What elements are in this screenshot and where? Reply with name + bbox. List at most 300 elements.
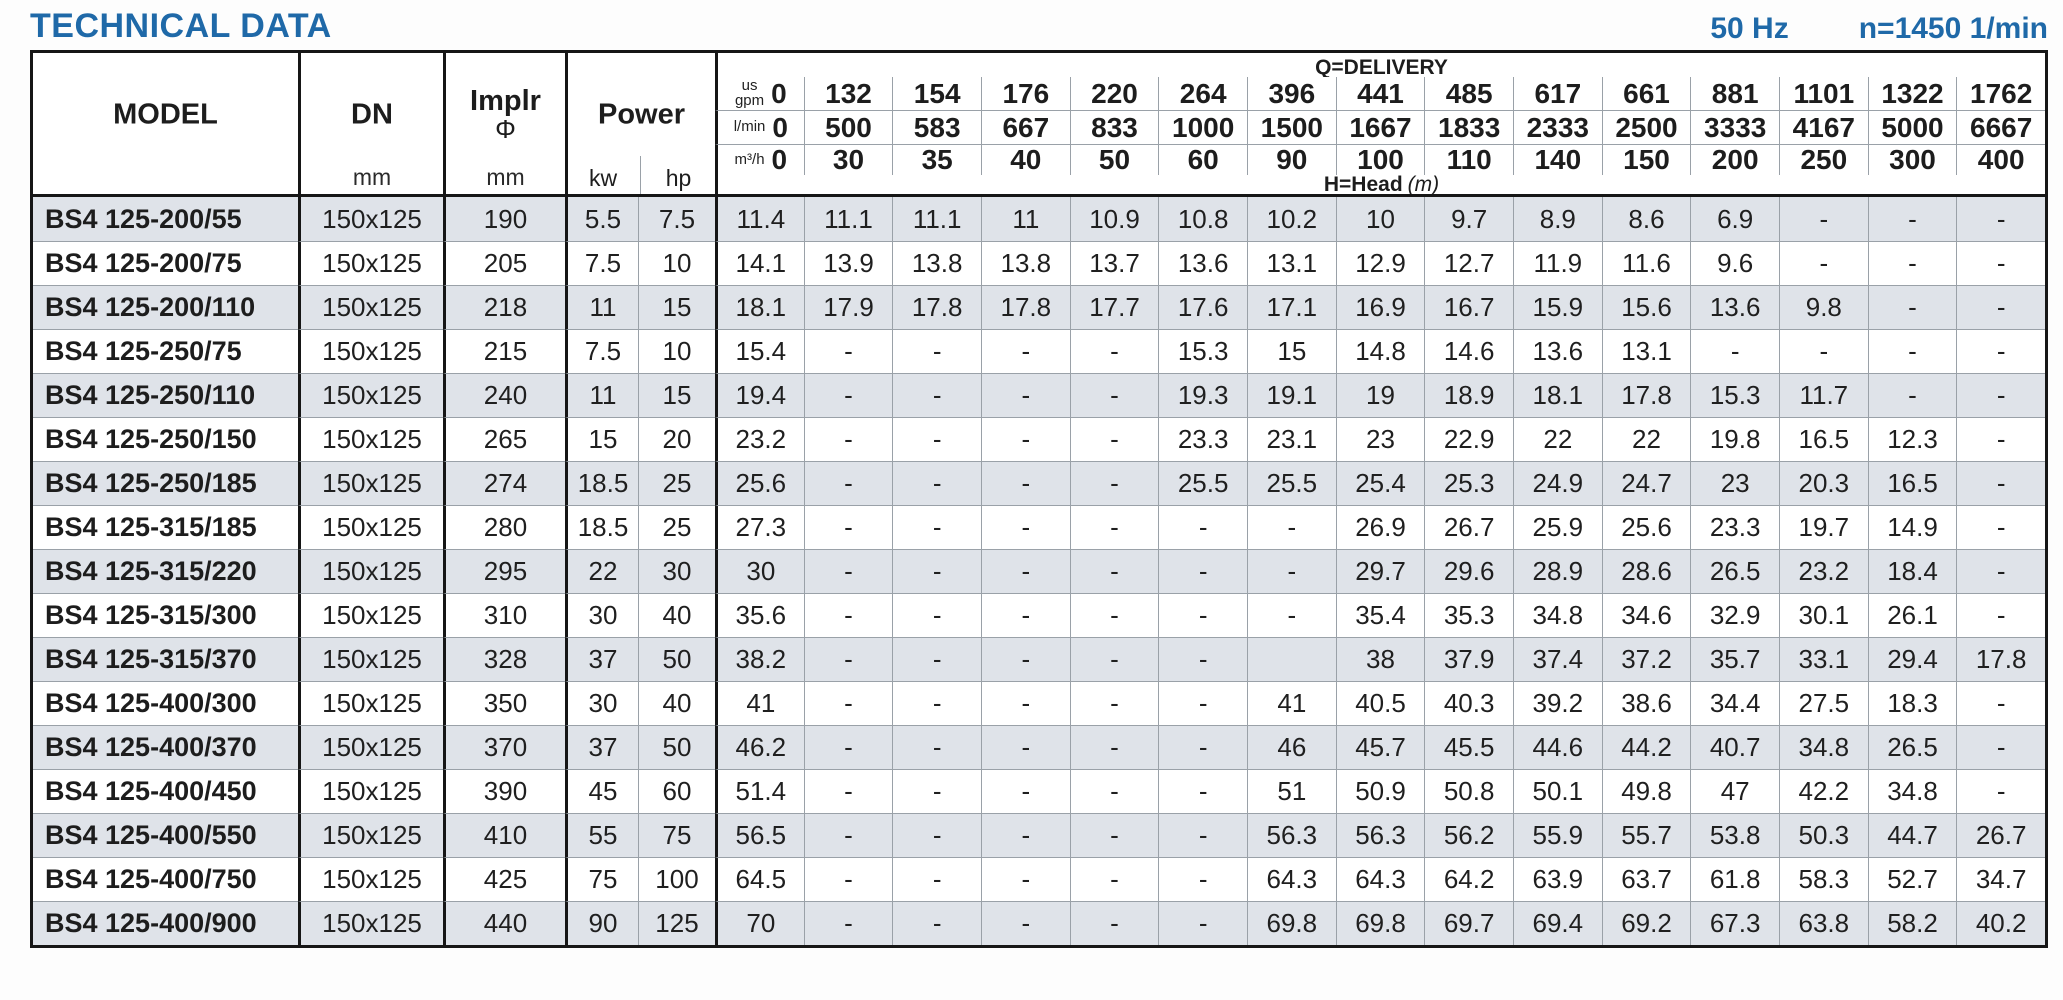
row-head-value: 64.3 — [1336, 857, 1425, 901]
row-head-value: - — [1158, 505, 1247, 549]
row-model: BS4 125-200/55 — [33, 197, 298, 241]
q-lmin-tick-cell — [1779, 111, 1868, 145]
row-head-value: 67.3 — [1690, 901, 1779, 945]
row-dn: 150x125 — [298, 241, 443, 285]
q-m3h-tick-cell — [1336, 145, 1425, 175]
dn-header-label: DN — [351, 98, 393, 131]
row-head-value: 14.1 — [715, 241, 804, 285]
row-head-value: - — [1070, 769, 1159, 813]
row-head-value: - — [804, 505, 893, 549]
row-model: BS4 125-315/220 — [33, 549, 298, 593]
q-m3h-tick-cell — [1070, 145, 1159, 175]
row-head-value: 35.7 — [1690, 637, 1779, 681]
column-header-model — [33, 53, 298, 197]
q-m3h-value: 140 — [1534, 145, 1582, 175]
row-head-value: 44.7 — [1868, 813, 1957, 857]
row-head-value: - — [1690, 329, 1779, 373]
row-head-value: 34.8 — [1513, 593, 1602, 637]
q-usgpm-value: 441 — [1357, 77, 1404, 109]
row-head-value: 45.7 — [1336, 725, 1425, 769]
row-impeller-diameter: 280 — [443, 505, 565, 549]
row-head-value: 63.9 — [1513, 857, 1602, 901]
row-head-value: 11.1 — [804, 197, 893, 241]
row-head-value: 25.6 — [1602, 505, 1691, 549]
row-power-kw: 11 — [565, 373, 638, 417]
q-m3h-value: 35 — [921, 145, 953, 175]
row-head-value: 26.5 — [1868, 725, 1957, 769]
row-model: BS4 125-200/110 — [33, 285, 298, 329]
q-usgpm-tick-cell — [981, 77, 1070, 111]
row-head-value: 49.8 — [1602, 769, 1691, 813]
q-lmin-tick-cell — [715, 111, 804, 145]
row-head-value: 58.3 — [1779, 857, 1868, 901]
q-usgpm-tick-cell — [1513, 77, 1602, 111]
row-head-value: - — [1070, 593, 1159, 637]
row-head-value: 58.2 — [1868, 901, 1957, 945]
row-head-value: - — [981, 681, 1070, 725]
row-head-value: 11.4 — [715, 197, 804, 241]
row-head-value: - — [1070, 373, 1159, 417]
q-lmin-tick-cell — [892, 111, 981, 145]
q-m3h-value: 90 — [1276, 145, 1308, 175]
impeller-unit-label: mm — [486, 164, 525, 190]
row-head-value: 40.2 — [1956, 901, 2045, 945]
row-model: BS4 125-250/75 — [33, 329, 298, 373]
row-model: BS4 125-200/75 — [33, 241, 298, 285]
column-header-impeller — [443, 53, 565, 197]
row-head-value: 44.2 — [1602, 725, 1691, 769]
row-head-value: 10.8 — [1158, 197, 1247, 241]
row-dn: 150x125 — [298, 593, 443, 637]
row-dn: 150x125 — [298, 813, 443, 857]
row-head-value: - — [1956, 241, 2045, 285]
head-row-label — [715, 175, 2045, 197]
row-head-value: 24.9 — [1513, 461, 1602, 505]
row-head-value: - — [892, 505, 981, 549]
titlebar — [30, 8, 2048, 46]
row-head-value: 22 — [1513, 417, 1602, 461]
row-model: BS4 125-400/550 — [33, 813, 298, 857]
row-head-value: - — [981, 637, 1070, 681]
row-head-value: 23.3 — [1690, 505, 1779, 549]
row-head-value: 35.6 — [715, 593, 804, 637]
row-head-value: 23.3 — [1158, 417, 1247, 461]
row-head-value: - — [1956, 725, 2045, 769]
row-head-value: 25.6 — [715, 461, 804, 505]
row-impeller-diameter: 240 — [443, 373, 565, 417]
row-head-value: 27.3 — [715, 505, 804, 549]
row-power-hp: 25 — [638, 505, 715, 549]
row-head-value: 44.6 — [1513, 725, 1602, 769]
row-head-value: - — [1158, 769, 1247, 813]
row-head-value: - — [1247, 505, 1336, 549]
row-head-value: 10.9 — [1070, 197, 1159, 241]
row-head-value: - — [981, 373, 1070, 417]
q-m3h-tick-cell — [1602, 145, 1691, 175]
q-usgpm-tick-cell — [1956, 77, 2045, 111]
row-head-value: 25.3 — [1424, 461, 1513, 505]
q-m3h-value: 60 — [1187, 145, 1219, 175]
row-impeller-diameter: 218 — [443, 285, 565, 329]
row-head-value: 17.8 — [1602, 373, 1691, 417]
row-dn: 150x125 — [298, 329, 443, 373]
row-head-value: 61.8 — [1690, 857, 1779, 901]
row-impeller-diameter: 295 — [443, 549, 565, 593]
row-head-value: 17.8 — [981, 285, 1070, 329]
row-head-value: 18.3 — [1868, 681, 1957, 725]
row-head-value: 50.9 — [1336, 769, 1425, 813]
q-lmin-tick-cell — [1158, 111, 1247, 145]
row-head-value: 11.9 — [1513, 241, 1602, 285]
q-m3h-tick-cell — [1424, 145, 1513, 175]
row-head-value: 64.2 — [1424, 857, 1513, 901]
row-head-value: 55.9 — [1513, 813, 1602, 857]
row-impeller-diameter: 310 — [443, 593, 565, 637]
row-head-value: - — [1247, 549, 1336, 593]
row-head-value: 38.6 — [1602, 681, 1691, 725]
row-head-value: - — [1070, 505, 1159, 549]
row-head-value: - — [804, 725, 893, 769]
row-head-value: 9.8 — [1779, 285, 1868, 329]
row-impeller-diameter: 350 — [443, 681, 565, 725]
row-head-value: 64.5 — [715, 857, 804, 901]
row-power-kw: 11 — [565, 285, 638, 329]
row-head-value: - — [1956, 505, 2045, 549]
q-m3h-tick-cell — [1690, 145, 1779, 175]
row-head-value: 40.7 — [1690, 725, 1779, 769]
row-head-value: 30.1 — [1779, 593, 1868, 637]
row-head-value: - — [1158, 901, 1247, 945]
row-head-value: - — [1247, 593, 1336, 637]
q-usgpm-value: 1101 — [1793, 77, 1855, 109]
delivery-title: Q=DELIVERY — [715, 53, 2045, 77]
q-lmin-tick-cell — [1956, 111, 2045, 145]
q-m3h-tick-cell — [804, 145, 893, 175]
row-head-value: 50.8 — [1424, 769, 1513, 813]
row-head-value: 17.8 — [1956, 637, 2045, 681]
row-head-value: 19 — [1336, 373, 1425, 417]
q-lmin-value: 1667 — [1349, 111, 1412, 143]
row-power-kw: 18.5 — [565, 505, 638, 549]
row-head-value: 13.8 — [981, 241, 1070, 285]
row-power-kw: 55 — [565, 813, 638, 857]
row-head-value: 17.1 — [1247, 285, 1336, 329]
row-model: BS4 125-400/370 — [33, 725, 298, 769]
row-head-value: - — [804, 857, 893, 901]
row-head-value: 26.9 — [1336, 505, 1425, 549]
row-head-value: - — [981, 505, 1070, 549]
q-usgpm-tick-cell — [1158, 77, 1247, 111]
row-head-value: - — [1868, 285, 1957, 329]
row-head-value: 56.5 — [715, 813, 804, 857]
row-head-value: - — [981, 593, 1070, 637]
row-model: BS4 125-250/185 — [33, 461, 298, 505]
row-head-value: 17.6 — [1158, 285, 1247, 329]
q-lmin-value: 0 — [772, 111, 788, 143]
row-impeller-diameter: 215 — [443, 329, 565, 373]
row-head-value: 23.1 — [1247, 417, 1336, 461]
q-usgpm-tick-cell — [1070, 77, 1159, 111]
row-head-value: - — [1956, 549, 2045, 593]
row-head-value: - — [981, 725, 1070, 769]
row-head-value: 16.5 — [1779, 417, 1868, 461]
row-head-value: 23.2 — [715, 417, 804, 461]
row-head-value: - — [1158, 637, 1247, 681]
row-power-kw: 18.5 — [565, 461, 638, 505]
row-head-value: - — [1956, 329, 2045, 373]
row-dn: 150x125 — [298, 857, 443, 901]
q-m3h-value: 110 — [1446, 145, 1492, 175]
row-head-value: 45.5 — [1424, 725, 1513, 769]
q-m3h-value: 200 — [1711, 145, 1759, 175]
q-lmin-value: 5000 — [1881, 111, 1944, 143]
row-head-value: 33.1 — [1779, 637, 1868, 681]
row-model: BS4 125-400/750 — [33, 857, 298, 901]
row-head-value: - — [1956, 461, 2045, 505]
row-head-value: - — [892, 549, 981, 593]
technical-table — [30, 50, 2048, 948]
row-impeller-diameter: 425 — [443, 857, 565, 901]
row-model: BS4 125-315/185 — [33, 505, 298, 549]
q-usgpm-value: 396 — [1268, 77, 1316, 109]
q-usgpm-tick-cell — [715, 77, 804, 111]
row-head-value: 70 — [715, 901, 804, 945]
row-head-value: 15.3 — [1158, 329, 1247, 373]
row-head-value: 23 — [1336, 417, 1425, 461]
row-head-value: - — [892, 329, 981, 373]
row-head-value: 51 — [1247, 769, 1336, 813]
impeller-phi-symbol: Φ — [495, 114, 516, 145]
row-power-hp: 100 — [638, 857, 715, 901]
row-head-value: - — [804, 329, 893, 373]
row-head-value: - — [1158, 549, 1247, 593]
impeller-header-label — [446, 86, 565, 144]
q-usgpm-value: 220 — [1091, 77, 1138, 109]
row-power-kw: 15 — [565, 417, 638, 461]
row-head-value: - — [981, 813, 1070, 857]
row-head-value: - — [1868, 373, 1957, 417]
q-lmin-value: 667 — [1002, 111, 1050, 143]
row-head-value: 37.2 — [1602, 637, 1691, 681]
row-impeller-diameter: 440 — [443, 901, 565, 945]
row-head-value: - — [804, 373, 893, 417]
row-head-value: 51.4 — [715, 769, 804, 813]
row-head-value: 18.1 — [1513, 373, 1602, 417]
row-head-value: - — [1158, 725, 1247, 769]
row-dn: 150x125 — [298, 285, 443, 329]
row-head-value: 11 — [981, 197, 1070, 241]
q-lmin-tick-cell — [1336, 111, 1425, 145]
row-head-value: 17.8 — [892, 285, 981, 329]
row-impeller-diameter: 265 — [443, 417, 565, 461]
row-head-value: 56.3 — [1336, 813, 1425, 857]
row-head-value: - — [1070, 417, 1159, 461]
row-head-value: - — [1956, 681, 2045, 725]
row-head-value: 35.4 — [1336, 593, 1425, 637]
q-lmin-value: 4167 — [1792, 111, 1855, 143]
row-power-hp: 60 — [638, 769, 715, 813]
row-head-value: - — [1070, 901, 1159, 945]
q-usgpm-tick-cell — [1602, 77, 1691, 111]
row-head-value: 40.5 — [1336, 681, 1425, 725]
row-head-value: 9.7 — [1424, 197, 1513, 241]
row-head-value: 63.8 — [1779, 901, 1868, 945]
q-usgpm-value: 176 — [1002, 77, 1050, 109]
row-dn: 150x125 — [298, 681, 443, 725]
row-head-value: 12.3 — [1868, 417, 1957, 461]
q-usgpm-tick-cell — [1690, 77, 1779, 111]
row-head-value: 69.2 — [1602, 901, 1691, 945]
row-head-value: 40.3 — [1424, 681, 1513, 725]
row-model: BS4 125-315/370 — [33, 637, 298, 681]
row-head-value: 19.7 — [1779, 505, 1868, 549]
row-head-value: - — [892, 769, 981, 813]
frequency-label: 50 Hz — [1710, 12, 1789, 45]
q-usgpm-value: 264 — [1179, 77, 1227, 109]
row-power-hp: 50 — [638, 725, 715, 769]
row-head-value: - — [1779, 241, 1868, 285]
row-head-value: 34.6 — [1602, 593, 1691, 637]
row-head-value: 13.6 — [1513, 329, 1602, 373]
row-head-value: 26.1 — [1868, 593, 1957, 637]
row-head-value — [1247, 637, 1336, 681]
row-head-value: - — [1070, 461, 1159, 505]
row-head-value: - — [892, 901, 981, 945]
row-power-hp: 7.5 — [638, 197, 715, 241]
row-head-value: 35.3 — [1424, 593, 1513, 637]
row-head-value: - — [1868, 241, 1957, 285]
row-head-value: - — [892, 373, 981, 417]
row-power-kw: 37 — [565, 725, 638, 769]
row-head-value: 41 — [1247, 681, 1336, 725]
row-model: BS4 125-400/900 — [33, 901, 298, 945]
row-head-value: - — [981, 461, 1070, 505]
row-model: BS4 125-400/300 — [33, 681, 298, 725]
q-lmin-tick-cell — [1868, 111, 1957, 145]
row-impeller-diameter: 410 — [443, 813, 565, 857]
row-power-hp: 40 — [638, 681, 715, 725]
q-m3h-unit-label: m³/h — [734, 150, 765, 168]
q-lmin-value: 583 — [913, 111, 961, 143]
q-lmin-value: 1833 — [1438, 111, 1501, 143]
row-head-value: 13.1 — [1247, 241, 1336, 285]
row-head-value: 69.4 — [1513, 901, 1602, 945]
row-head-value: 18.9 — [1424, 373, 1513, 417]
row-head-value: 13.9 — [804, 241, 893, 285]
row-power-hp: 15 — [638, 373, 715, 417]
q-lmin-tick-cell — [981, 111, 1070, 145]
row-head-value: 16.9 — [1336, 285, 1425, 329]
row-head-value: 53.8 — [1690, 813, 1779, 857]
row-head-value: 26.7 — [1424, 505, 1513, 549]
q-usgpm-value: 0 — [771, 77, 787, 109]
q-lmin-value: 500 — [825, 111, 872, 143]
row-head-value: 15.6 — [1602, 285, 1691, 329]
row-power-kw: 30 — [565, 593, 638, 637]
row-head-value: 17.7 — [1070, 285, 1159, 329]
row-head-value: 15 — [1247, 329, 1336, 373]
row-head-value: 34.8 — [1868, 769, 1957, 813]
row-model: BS4 125-315/300 — [33, 593, 298, 637]
q-m3h-value: 0 — [771, 145, 788, 175]
row-head-value: 42.2 — [1779, 769, 1868, 813]
row-head-value: 30 — [715, 549, 804, 593]
row-dn: 150x125 — [298, 197, 443, 241]
row-head-value: 13.8 — [892, 241, 981, 285]
row-head-value: 18.1 — [715, 285, 804, 329]
row-head-value: - — [981, 549, 1070, 593]
row-head-value: - — [892, 725, 981, 769]
row-head-value: 19.4 — [715, 373, 804, 417]
q-lmin-tick-cell — [1247, 111, 1336, 145]
head-unit-text: (m) — [1407, 175, 1440, 196]
row-head-value: - — [1956, 593, 2045, 637]
row-head-value: - — [1158, 813, 1247, 857]
row-impeller-diameter: 390 — [443, 769, 565, 813]
q-usgpm-tick-cell — [1779, 77, 1868, 111]
row-head-value: 34.4 — [1690, 681, 1779, 725]
row-head-value: 8.6 — [1602, 197, 1691, 241]
q-m3h-value: 150 — [1623, 145, 1670, 175]
row-head-value: - — [1779, 197, 1868, 241]
row-head-value: - — [1070, 813, 1159, 857]
row-head-value: - — [804, 769, 893, 813]
q-usgpm-unit-label: us gpm — [734, 77, 765, 109]
row-power-kw: 22 — [565, 549, 638, 593]
title-right-info — [1710, 12, 2048, 46]
row-dn: 150x125 — [298, 725, 443, 769]
row-power-hp: 10 — [638, 241, 715, 285]
row-head-value: 15.4 — [715, 329, 804, 373]
row-head-value: 18.4 — [1868, 549, 1957, 593]
power-hp-unit-label: hp — [640, 156, 716, 194]
power-header-label: Power — [597, 98, 686, 131]
row-head-value: 52.7 — [1868, 857, 1957, 901]
row-head-value: 50.3 — [1779, 813, 1868, 857]
model-header-label: MODEL — [113, 98, 218, 131]
q-lmin-value: 1000 — [1172, 111, 1235, 143]
row-head-value: - — [804, 593, 893, 637]
row-head-value: - — [1956, 373, 2045, 417]
row-head-value: 14.6 — [1424, 329, 1513, 373]
q-m3h-tick-cell — [1247, 145, 1336, 175]
row-impeller-diameter: 328 — [443, 637, 565, 681]
q-usgpm-value: 154 — [913, 77, 961, 109]
row-head-value: - — [1956, 417, 2045, 461]
row-head-value: - — [1779, 329, 1868, 373]
row-head-value: 29.7 — [1336, 549, 1425, 593]
row-power-hp: 20 — [638, 417, 715, 461]
row-head-value: 38 — [1336, 637, 1425, 681]
row-head-value: - — [981, 857, 1070, 901]
row-head-value: 17.9 — [804, 285, 893, 329]
row-dn: 150x125 — [298, 549, 443, 593]
row-head-value: - — [1070, 329, 1159, 373]
q-usgpm-value: 617 — [1534, 77, 1582, 109]
q-m3h-tick-cell — [715, 145, 804, 175]
row-head-value: - — [804, 901, 893, 945]
row-power-kw: 90 — [565, 901, 638, 945]
row-head-value: 63.7 — [1602, 857, 1691, 901]
q-lmin-tick-cell — [1424, 111, 1513, 145]
row-head-value: 11.7 — [1779, 373, 1868, 417]
row-head-value: - — [1158, 593, 1247, 637]
row-head-value: 34.8 — [1779, 725, 1868, 769]
q-usgpm-value: 132 — [825, 77, 872, 109]
row-head-value: - — [804, 461, 893, 505]
q-m3h-tick-cell — [981, 145, 1070, 175]
row-power-hp: 75 — [638, 813, 715, 857]
